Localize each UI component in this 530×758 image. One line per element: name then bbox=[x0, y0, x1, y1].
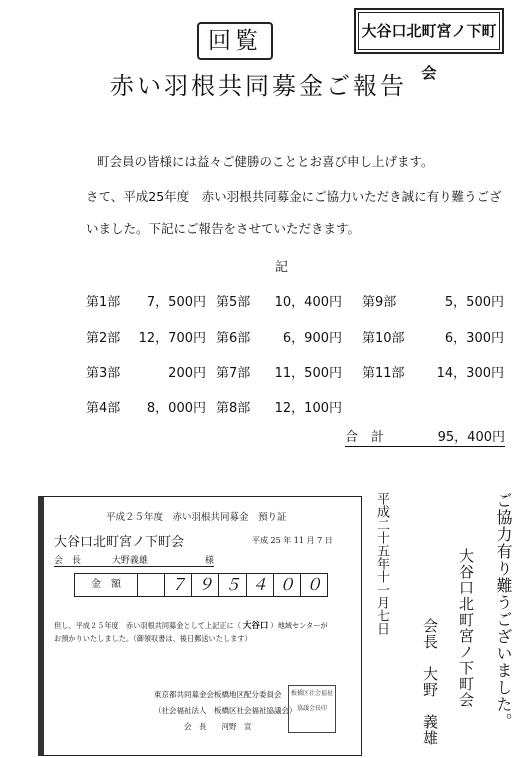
district-amount: 8，000円 bbox=[146, 401, 206, 416]
district-name: 第11部 bbox=[362, 366, 405, 381]
district-row bbox=[362, 291, 504, 310]
district-amount: 6，900円 bbox=[282, 331, 342, 346]
deposit-receipt bbox=[38, 496, 362, 756]
district-name: 第10部 bbox=[362, 331, 405, 346]
district-amount: 11，500円 bbox=[274, 366, 342, 381]
district-name: 第9部 bbox=[362, 295, 397, 310]
district-amount: 12，100円 bbox=[274, 401, 342, 416]
amount-digit: ０ bbox=[305, 575, 322, 594]
receipt-header: 平成２５年度 赤い羽根共同募金 預り証 bbox=[106, 512, 287, 523]
body-text-line-2: いました。下記にご報告をさせていただきます。 bbox=[86, 221, 361, 236]
total-label: 合 計 bbox=[345, 430, 385, 445]
district-amount: 10，400円 bbox=[274, 295, 342, 310]
receipt-note-text-end: ）地域センターが bbox=[270, 621, 328, 630]
body-text-line-1: さて、平成25年度 赤い羽根共同募金にご協力いただき誠に有り難うござ bbox=[86, 189, 502, 204]
closing-date: 平成二十五年十一月七日 bbox=[374, 492, 389, 635]
ki-marker: 記 bbox=[275, 260, 289, 275]
official-seal: 板橋区社会福祉協議会長印 bbox=[288, 685, 336, 733]
page-title: 赤い羽根共同募金ご報告 bbox=[110, 72, 407, 100]
district-amount: 6，300円 bbox=[444, 331, 504, 346]
district-amount: 200円 bbox=[168, 366, 206, 381]
receipt-chair-label: 会 長 bbox=[54, 556, 82, 566]
district-amount: 5，500円 bbox=[444, 295, 504, 310]
district-row bbox=[86, 327, 206, 346]
amount-digit: ４ bbox=[247, 574, 274, 596]
district-row bbox=[216, 327, 342, 346]
receipt-recipient: 大谷口北町宮ノ下町会 bbox=[54, 535, 185, 550]
district-row bbox=[216, 291, 342, 310]
district-row bbox=[86, 362, 206, 381]
greeting-text: 町会員の皆様には益々ご健勝のこととお喜び申し上げます。 bbox=[97, 154, 434, 169]
closing-association: 大谷口北町宮ノ下町会 bbox=[457, 548, 475, 708]
district-row bbox=[86, 397, 206, 416]
receipt-issuer-line-3: 会 長 河野 宣 bbox=[184, 722, 252, 731]
amount-digit: ０ bbox=[274, 574, 301, 596]
amount-digit: ７ bbox=[165, 574, 192, 596]
district-row bbox=[216, 397, 342, 416]
total-amount: 95，400円 bbox=[437, 430, 505, 445]
receipt-sama: 様 bbox=[204, 556, 214, 566]
receipt-amount-box bbox=[74, 573, 328, 597]
kairan-stamp: 回覧 bbox=[197, 22, 273, 60]
receipt-note-line-2: お預かりいたしました。（御領収書は、後日郵送いたします） bbox=[54, 634, 252, 643]
district-row bbox=[362, 327, 504, 346]
amount-digit: ９ bbox=[192, 574, 219, 596]
district-name: 第8部 bbox=[216, 401, 251, 416]
district-amount: 12，700円 bbox=[138, 331, 206, 346]
district-amount: 7，500円 bbox=[146, 295, 206, 310]
receipt-chair-name: 大野義雄 bbox=[111, 556, 148, 566]
receipt-note-text: 但し、平成２５年度 赤い羽根共同募金として上記正に（ bbox=[54, 621, 241, 630]
district-row bbox=[362, 362, 504, 381]
district-name: 第7部 bbox=[216, 366, 251, 381]
closing-thanks: ご協力有り難うございました。 bbox=[494, 492, 513, 730]
receipt-issuer-line-1: 東京都共同募金会板橋地区配分委員会 bbox=[154, 690, 282, 699]
closing-chair: 会長 大野 義雄 bbox=[421, 618, 439, 746]
district-row bbox=[86, 291, 206, 310]
district-name: 第2部 bbox=[86, 331, 121, 346]
receipt-date: 平成 25 年 11 月 7 日 bbox=[252, 536, 333, 545]
receipt-note-area: 大谷口 bbox=[242, 621, 269, 631]
receipt-issuer-line-2: （社会福祉法人 板橋区社会福祉協議会） bbox=[154, 706, 297, 715]
amount-digit bbox=[138, 574, 165, 596]
receipt-amount-label: 金 額 bbox=[75, 574, 138, 596]
district-name: 第6部 bbox=[216, 331, 251, 346]
association-stamp: 大谷口北町宮ノ下町会 bbox=[354, 8, 504, 54]
district-name: 第1部 bbox=[86, 295, 121, 310]
total-row bbox=[345, 426, 505, 447]
district-amount: 14，300円 bbox=[436, 366, 504, 381]
receipt-chair-line bbox=[54, 553, 214, 567]
district-name: 第4部 bbox=[86, 401, 121, 416]
receipt-note-line-1 bbox=[54, 619, 328, 631]
amount-digit: ５ bbox=[219, 574, 246, 596]
district-row bbox=[216, 362, 342, 381]
district-name: 第5部 bbox=[216, 295, 251, 310]
district-name: 第3部 bbox=[86, 366, 121, 381]
